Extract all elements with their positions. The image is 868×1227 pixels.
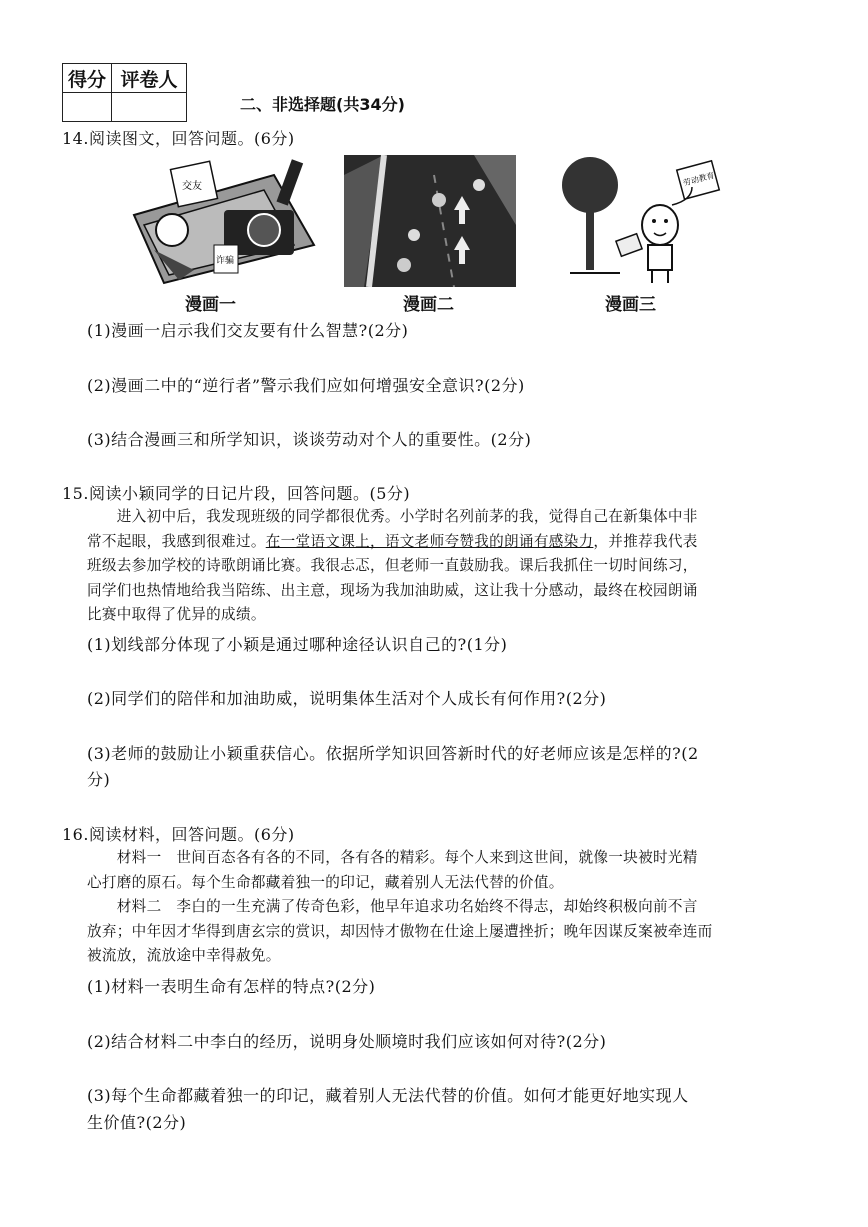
q16-m1-line-2: 心打磨的原石。每个生命都藏着独一的印记，藏着别人无法代替的价值。 bbox=[87, 873, 564, 891]
q16-sub-1: (1)材料一表明生命有怎样的特点?(2分) bbox=[87, 977, 376, 996]
section-title: 二、非选择题(共34分) bbox=[240, 95, 405, 114]
q16-sub-2: (2)结合材料二中李白的经历，说明身处顺境时我们应该如何对待?(2分) bbox=[87, 1032, 607, 1051]
q15-sub-3-cont: 分) bbox=[87, 770, 111, 789]
score-cell bbox=[63, 93, 112, 122]
q14-stem: 14.阅读图文，回答问题。(6分) bbox=[62, 129, 295, 148]
q15-line-2 bbox=[87, 530, 817, 555]
comic-1-caption: 漫画一 bbox=[185, 295, 236, 315]
grader-header: 评卷人 bbox=[112, 64, 187, 93]
q16-m2-line-3: 被流放，流放途中幸得赦免。 bbox=[87, 947, 281, 964]
q15-line-2-head: 常不起眼，我感到很难过。 bbox=[87, 532, 266, 550]
q14-sub-2: (2)漫画二中的“逆行者”警示我们应如何增强安全意识?(2分) bbox=[87, 376, 525, 395]
comic-2-caption: 漫画二 bbox=[403, 295, 454, 315]
q15-sub-3: (3)老师的鼓励让小颖重获信心。依据所学知识回答新时代的好老师应该是怎样的?(2 bbox=[87, 744, 699, 763]
q14-sub-1: (1)漫画一启示我们交友要有什么智慧?(2分) bbox=[87, 321, 409, 340]
q16-sub-3-cont: 生价值?(2分) bbox=[87, 1113, 187, 1132]
q16-m1-line-1: 材料一 世间百态各有各的不同，各有各的精彩。每个人来到这世间，就像一块被时光精 bbox=[87, 849, 698, 866]
q16-m2-line-2: 放弃；中年因才华得到唐玄宗的赏识，却因恃才傲物在仕途上屡遭挫折；晚年因谋反案被牵连而 bbox=[87, 922, 713, 940]
q15-line-4: 同学们也热情地给我当陪练、出主意，现场为我加油助威，这让我十分感动，最终在校园朗诵 bbox=[87, 581, 698, 599]
comic-3-image bbox=[560, 155, 740, 287]
q15-stem: 15.阅读小颖同学的日记片段，回答问题。(5分) bbox=[62, 484, 411, 503]
q16-m2-line-1: 材料二 李白的一生充满了传奇色彩，他早年追求功名始终不得志，却始终积极向前不言 bbox=[87, 898, 698, 915]
q15-sub-2: (2)同学们的陪伴和加油助威，说明集体生活对个人成长有何作用?(2分) bbox=[87, 689, 607, 708]
q16-sub-3: (3)每个生命都藏着独一的印记，藏着别人无法代替的价值。如何才能更好地实现人 bbox=[87, 1086, 689, 1105]
q15-sub-1: (1)划线部分体现了小颖是通过哪种途径认识自己的?(1分) bbox=[87, 635, 508, 654]
grader-cell bbox=[112, 93, 187, 122]
q15-passage bbox=[87, 505, 817, 628]
q15-underlined-text: 在一堂语文课上，语文老师夸赞我的朗诵有感染力 bbox=[265, 532, 594, 550]
q15-line-5: 比赛中取得了优异的成绩。 bbox=[87, 606, 266, 623]
comic-1-label-jiaoyou: 交友 bbox=[182, 181, 202, 192]
q15-line-3: 班级去参加学校的诗歌朗诵比赛。我很忐忑，但老师一直鼓励我。课后我抓住一切时间练习， bbox=[87, 557, 698, 574]
comic-3-caption: 漫画三 bbox=[605, 295, 656, 315]
comic-2-image bbox=[344, 155, 516, 287]
q15-line-1: 进入初中后，我发现班级的同学都很优秀。小学时名列前茅的我，觉得自己在新集体中非 bbox=[87, 508, 698, 525]
q16-materials bbox=[87, 846, 817, 969]
q14-sub-3: (3)结合漫画三和所学知识，谈谈劳动对个人的重要性。(2分) bbox=[87, 430, 532, 449]
q16-stem: 16.阅读材料，回答问题。(6分) bbox=[62, 825, 295, 844]
score-header: 得分 bbox=[63, 64, 112, 93]
comic-1-image bbox=[124, 155, 320, 287]
comic-3-label: 劳动教育 bbox=[682, 170, 716, 188]
comic-1-label-zhapian: 诈骗 bbox=[216, 256, 235, 266]
q15-line-2-tail: ，并推荐我代表 bbox=[593, 532, 698, 550]
score-table bbox=[62, 63, 187, 122]
